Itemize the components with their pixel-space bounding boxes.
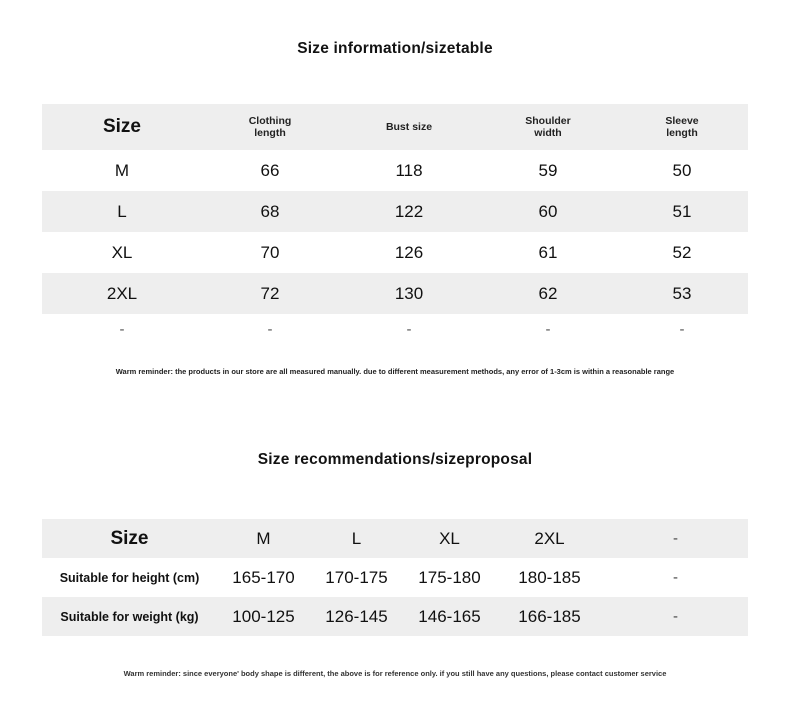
header-sleeve-length <box>616 104 748 150</box>
row-shoulder-width: 62 <box>538 283 558 303</box>
row-bust-size: 122 <box>394 201 424 221</box>
row-sleeve-length: 52 <box>672 242 692 262</box>
row-bust-size: 118 <box>395 160 423 180</box>
header-size-empty: - <box>673 530 678 547</box>
weight-2xl: 166-185 <box>518 606 581 626</box>
header-size-2xl: 2XL <box>534 528 565 548</box>
row-sleeve-length: 51 <box>672 201 692 221</box>
height-xl: 175-180 <box>418 567 481 587</box>
row-bust-size: 130 <box>394 283 424 303</box>
header-size: Size <box>110 527 149 549</box>
table-row <box>42 273 748 314</box>
weight-l: 126-145 <box>325 606 388 626</box>
row-sleeve-length: - <box>679 321 685 338</box>
header-clothing-length-line2: length <box>254 127 286 139</box>
header-sleeve-length-line2: length <box>666 127 698 139</box>
height-l: 170-175 <box>325 567 388 587</box>
header-size-xl: XL <box>439 528 460 548</box>
header-size-l: L <box>351 528 362 548</box>
header-clothing-length-line1: Clothing <box>248 115 292 127</box>
row-size: XL <box>111 242 133 262</box>
row-shoulder-width: - <box>545 321 551 338</box>
table-row <box>42 191 748 232</box>
height-2xl: 180-185 <box>518 567 581 587</box>
weight-empty: - <box>673 608 678 625</box>
header-clothing-length <box>202 104 338 150</box>
header-shoulder-width-line1: Shoulder <box>525 115 571 127</box>
row-sleeve-length: 50 <box>672 160 692 180</box>
row-sleeve-length: 53 <box>672 283 692 303</box>
row-clothing-length: 66 <box>260 160 280 180</box>
table-row <box>42 314 748 345</box>
header-sleeve-length-line1: Sleeve <box>665 115 699 127</box>
row-clothing-length: 72 <box>260 283 280 303</box>
row-label-height: Suitable for height (cm) <box>59 570 200 585</box>
row-size: M <box>114 160 130 180</box>
size-recommendation-title: Size recommendations/sizeproposal <box>257 451 533 468</box>
size-table-title: Size information/sizetable <box>297 40 493 57</box>
row-clothing-length: 70 <box>260 242 280 262</box>
table-header-row <box>42 519 748 558</box>
size-information-table <box>42 104 748 345</box>
row-shoulder-width: 60 <box>538 201 558 221</box>
weight-m: 100-125 <box>232 606 295 626</box>
weight-xl: 146-165 <box>418 606 481 626</box>
table-header-row <box>42 104 748 150</box>
row-clothing-length: 68 <box>260 201 280 221</box>
header-bust-size <box>338 104 480 150</box>
row-size: 2XL <box>106 283 138 303</box>
row-shoulder-width: 59 <box>538 160 558 180</box>
table-row <box>42 150 748 191</box>
table-row <box>42 597 748 636</box>
row-shoulder-width: 61 <box>538 242 558 262</box>
header-shoulder-width-line2: width <box>534 127 562 139</box>
table-row <box>42 558 748 597</box>
header-shoulder-width <box>480 104 616 150</box>
size-recommendation-table <box>42 519 748 636</box>
header-bust-size-line1: Bust size <box>385 121 433 133</box>
height-m: 165-170 <box>232 567 295 587</box>
header-size-m: M <box>256 528 271 548</box>
row-bust-size: - <box>406 321 412 338</box>
row-size: L <box>117 201 127 221</box>
row-label-weight: Suitable for weight (kg) <box>60 609 199 624</box>
row-bust-size: 126 <box>394 242 424 262</box>
header-size: Size <box>102 116 142 137</box>
table-row <box>42 232 748 273</box>
size-recommendation-warm-reminder: Warm reminder: since everyone' body shape is different, the above is for reference only. if you still have any questions, please contact customer service <box>123 669 667 678</box>
height-empty: - <box>673 569 678 586</box>
size-table-warm-reminder: Warm reminder: the products in our store are all measured manually. due to different measurement methods, any error of 1-3cm is within a reasonable range <box>115 367 675 376</box>
row-clothing-length: - <box>267 321 273 338</box>
row-size: - <box>119 321 125 338</box>
